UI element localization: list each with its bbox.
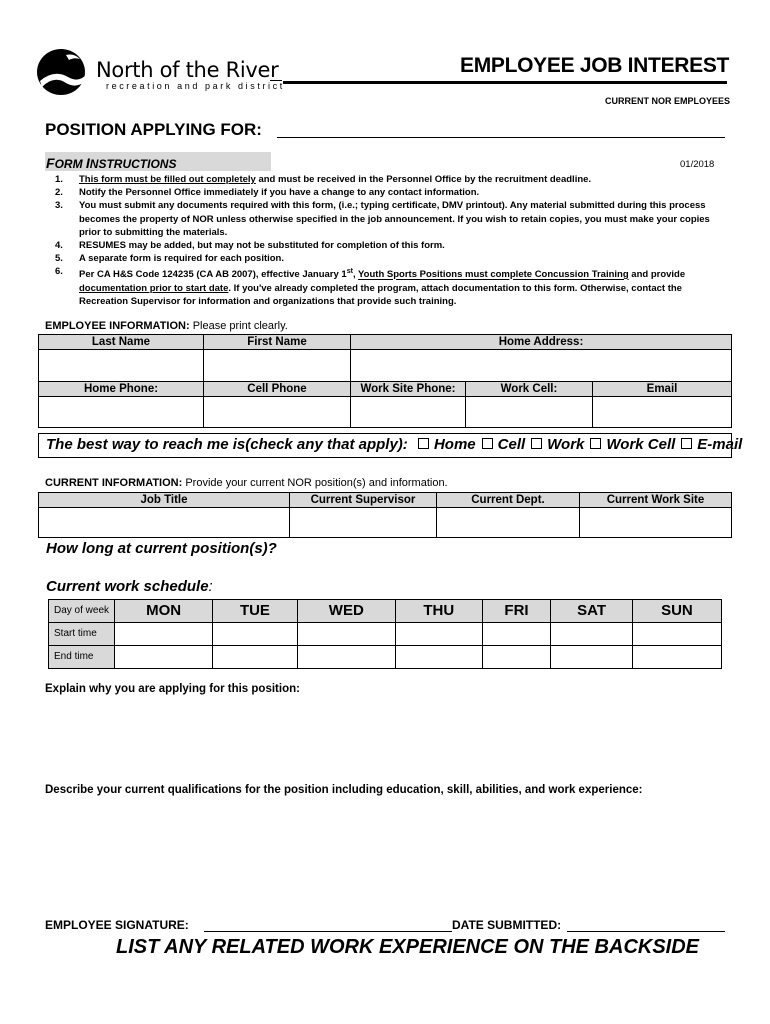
job-title-field[interactable] (39, 508, 290, 538)
start-time-cell[interactable] (297, 623, 395, 646)
current-dept-field[interactable] (437, 508, 580, 538)
logo-icon (36, 47, 88, 97)
footer-note: LIST ANY RELATED WORK EXPERIENCE ON THE BACKSIDE (116, 936, 700, 958)
end-time-cell[interactable] (482, 646, 551, 669)
option-home[interactable]: Home (418, 436, 476, 453)
day-sun: SUN (632, 600, 721, 623)
checkbox-icon[interactable] (418, 438, 429, 449)
checkbox-icon[interactable] (482, 438, 493, 449)
home-phone-field[interactable] (39, 397, 204, 428)
end-time-cell[interactable] (115, 646, 213, 669)
col-home-phone: Home Phone: (39, 382, 204, 397)
cell-phone-field[interactable] (204, 397, 351, 428)
start-time-cell[interactable] (213, 623, 298, 646)
day-mon: MON (115, 600, 213, 623)
org-subtitle: recreation and park district (106, 81, 285, 91)
day-wed: WED (297, 600, 395, 623)
option-work-cell[interactable]: Work Cell (590, 436, 675, 453)
end-time-cell[interactable] (213, 646, 298, 669)
col-work-cell: Work Cell: (466, 382, 593, 397)
schedule-table (48, 599, 722, 669)
row-label-day: Day of week (49, 600, 115, 623)
current-info-label: CURRENT INFORMATION: Provide your current NOR position(s) and information. (45, 477, 448, 489)
end-time-cell[interactable] (395, 646, 482, 669)
date-submitted-label: DATE SUBMITTED: (452, 918, 562, 932)
signature-field[interactable] (204, 931, 452, 932)
checkbox-icon[interactable] (531, 438, 542, 449)
checkbox-icon[interactable] (681, 438, 692, 449)
instruction-item: 6. Per CA H&S Code 124235 (CA AB 2007), effective January 1st, Youth Sports Positions must complete Concussion Training and provide documentation prior to start date. If you've already completed the program, attach documentation to this form. Otherwise, contact the Recreation Supervisor for information and organizations that provide such training. (55, 266, 686, 307)
row-label-end: End time (49, 646, 115, 669)
header-rule-short (270, 80, 282, 81)
col-email: Email (593, 382, 732, 397)
email-field[interactable] (593, 397, 732, 428)
col-home-address: Home Address: (351, 335, 732, 350)
contact-preference-label: The best way to reach me is(check any that apply): (46, 436, 412, 453)
row-label-start: Start time (49, 623, 115, 646)
instructions-list (55, 173, 730, 308)
instruction-item: 5. A separate form is required for each position. (55, 253, 285, 265)
why-applying-answer-area[interactable] (45, 700, 725, 770)
org-name: North of the River (96, 58, 279, 82)
col-current-work-site: Current Work Site (580, 493, 732, 508)
start-time-cell[interactable] (551, 623, 633, 646)
col-current-supervisor: Current Supervisor (290, 493, 437, 508)
work-cell-field[interactable] (466, 397, 593, 428)
option-cell[interactable]: Cell (482, 436, 526, 453)
last-name-field[interactable] (39, 350, 204, 382)
col-current-dept: Current Dept. (437, 493, 580, 508)
qualifications-prompt: Describe your current qualifications for the position including education, skill, abilities, and work experience: (45, 784, 643, 796)
start-time-cell[interactable] (395, 623, 482, 646)
day-tue: TUE (213, 600, 298, 623)
current-supervisor-field[interactable] (290, 508, 437, 538)
instruction-item: 4. RESUMES may be added, but may not be substituted for completion of this form. (55, 240, 445, 252)
signature-label: EMPLOYEE SIGNATURE: (45, 918, 189, 932)
col-cell-phone: Cell Phone (204, 382, 351, 397)
col-last-name: Last Name (39, 335, 204, 350)
home-address-field[interactable] (351, 350, 732, 382)
start-time-cell[interactable] (482, 623, 551, 646)
how-long-question: How long at current position(s)? (46, 540, 277, 557)
col-work-site-phone: Work Site Phone: (351, 382, 466, 397)
form-revision-date: 01/2018 (680, 159, 715, 170)
col-job-title: Job Title (39, 493, 290, 508)
page-title: EMPLOYEE JOB INTEREST (460, 54, 730, 77)
position-input-line[interactable] (277, 137, 725, 138)
work-site-phone-field[interactable] (351, 397, 466, 428)
current-info-table (38, 492, 732, 538)
instruction-item: 1. This form must be filled out completely and must be received in the Personnel Office by the recruitment deadline. (55, 174, 592, 185)
day-sat: SAT (551, 600, 633, 623)
start-time-cell[interactable] (632, 623, 721, 646)
option-work[interactable]: Work (531, 436, 584, 453)
contact-preference-row (38, 433, 743, 458)
first-name-field[interactable] (204, 350, 351, 382)
date-submitted-field[interactable] (567, 931, 725, 932)
qualifications-answer-area[interactable] (45, 802, 725, 902)
employee-info-table (38, 334, 732, 428)
title-rule (283, 81, 727, 84)
employee-info-label: EMPLOYEE INFORMATION: Please print clearly. (45, 320, 288, 332)
position-label: POSITION APPLYING FOR: (45, 120, 262, 139)
col-first-name: First Name (204, 335, 351, 350)
page-subtitle: CURRENT NOR EMPLOYEES (605, 96, 731, 106)
checkbox-icon[interactable] (590, 438, 601, 449)
end-time-cell[interactable] (297, 646, 395, 669)
day-thu: THU (395, 600, 482, 623)
current-work-site-field[interactable] (580, 508, 732, 538)
schedule-title: Current work schedule: (46, 578, 213, 595)
start-time-cell[interactable] (115, 623, 213, 646)
end-time-cell[interactable] (551, 646, 633, 669)
why-applying-prompt: Explain why you are applying for this position: (45, 683, 300, 695)
day-fri: FRI (482, 600, 551, 623)
instruction-item: 3. You must submit any documents required with this form, (i.e.; typing certificate, DMV printout). Any material submitted during this process becomes the property of NOR unless otherwise specified in the job announcement. If you wish to retain copies, you must make your copies prior to submitting the materials. (55, 200, 710, 238)
option-email[interactable]: E-mail (681, 436, 742, 453)
instruction-item: 2. Notify the Personnel Office immediately if you have a change to any contact information. (55, 187, 480, 199)
instructions-heading: FORM INSTRUCTIONS (46, 155, 177, 171)
end-time-cell[interactable] (632, 646, 721, 669)
